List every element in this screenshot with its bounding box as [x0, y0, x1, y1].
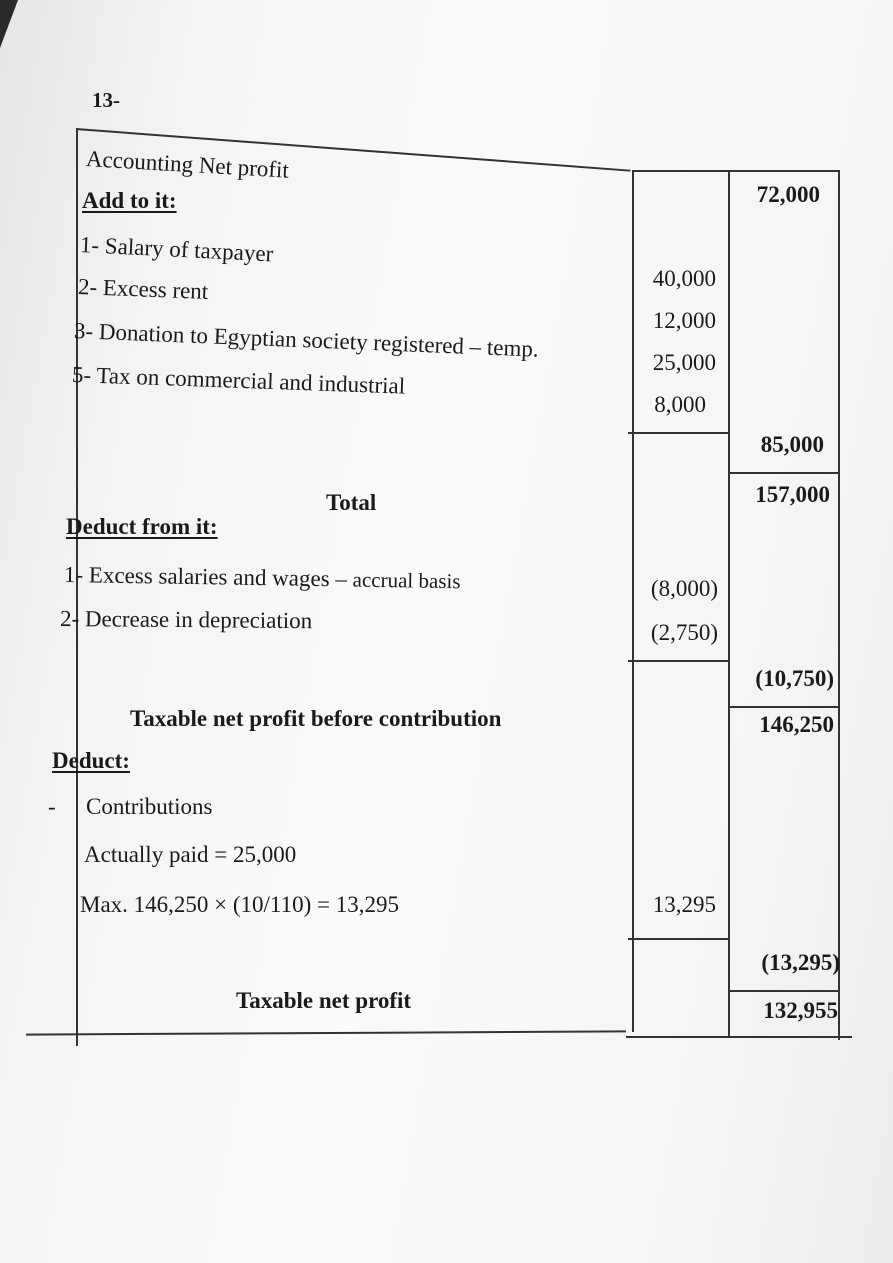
table-bottom-border: [26, 1030, 626, 1035]
contributions-label: Contributions: [86, 794, 213, 819]
table-right-border: [838, 170, 840, 1040]
rule-add-total: [730, 472, 838, 474]
taxable-net-profit-amount: 132,955: [763, 998, 838, 1023]
opening-amount: 72,000: [756, 182, 820, 207]
column-divider-2: [728, 170, 730, 1036]
contribution-total-amount: (13,295): [761, 950, 840, 975]
add-item-amount: 8,000: [654, 392, 706, 417]
rule-add-items: [628, 432, 730, 434]
contribution-amount: 13,295: [652, 892, 716, 917]
rule-deduct-items: [628, 660, 730, 662]
total-label: Total: [326, 490, 377, 515]
deduct-item-amount: (2,750): [650, 620, 718, 645]
deduct-item-amount: (8,000): [650, 576, 718, 601]
add-item-amount: 12,000: [652, 308, 716, 333]
deduct-total-amount: (10,750): [755, 666, 834, 691]
add-item-label: 3- Donation to Egyptian society registered – temp.: [73, 318, 540, 362]
deduct-item-label: 1- Excess salaries and wages – accrual basis: [63, 562, 461, 594]
deduct2-heading: Deduct:: [52, 748, 130, 773]
rule-deduct-total: [730, 706, 838, 708]
total-amount: 157,000: [755, 482, 830, 507]
deduct-heading: Deduct from it:: [66, 514, 218, 539]
add-item-label: 2- Excess rent: [77, 274, 209, 304]
table-top-border-right: [632, 170, 838, 172]
max-contribution: Max. 146,250 × (10/110) = 13,295: [80, 892, 399, 917]
add-total-amount: 85,000: [760, 432, 824, 457]
add-item-label: 5- Tax on commercial and industrial: [71, 362, 406, 399]
contribution-dash: -: [48, 794, 56, 819]
deduct-item-label: 2- Decrease in depreciation: [59, 606, 313, 634]
actually-paid: Actually paid = 25,000: [84, 842, 297, 867]
rule-contribution-total: [730, 990, 840, 992]
taxable-net-profit-label: Taxable net profit: [236, 988, 412, 1013]
add-item-label: 1- Salary of taxpayer: [79, 232, 274, 267]
before-contribution-label: Taxable net profit before contribution: [130, 706, 502, 731]
statement-title: Accounting Net profit: [85, 146, 290, 183]
add-item-amount: 40,000: [652, 266, 716, 291]
rule-contribution-item: [628, 938, 730, 940]
page-corner-shadow: [0, 0, 18, 48]
add-heading: Add to it:: [82, 188, 177, 213]
page-number: 13-: [92, 88, 120, 112]
before-contribution-amount: 146,250: [759, 712, 834, 737]
add-item-amount: 25,000: [652, 350, 716, 375]
table-bottom-border-right: [626, 1036, 852, 1038]
